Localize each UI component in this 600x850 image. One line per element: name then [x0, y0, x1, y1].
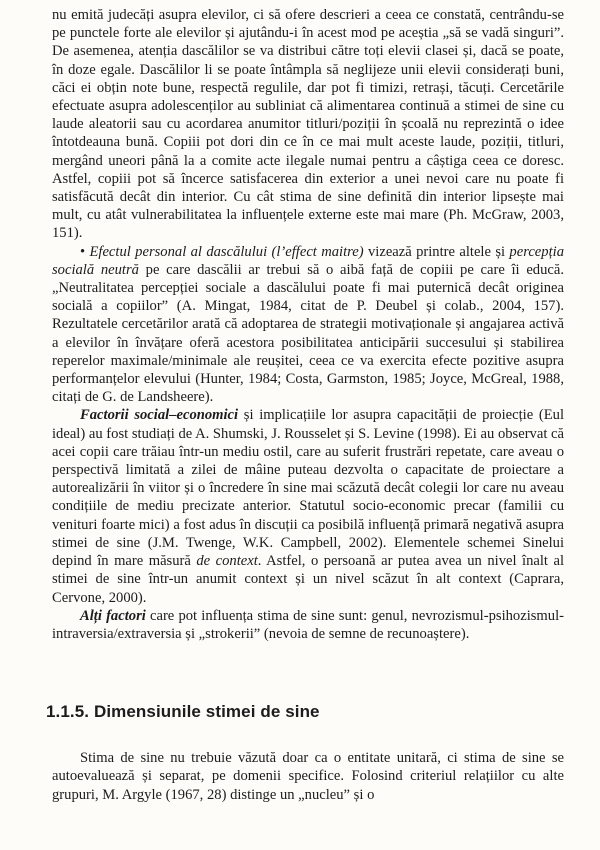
paragraph-1-text: nu emită judecăți asupra elevilor, ci să ofere descrieri a ceea ce constată, centrându-se pe punctele forte ale elevilor și ajutându-i în acest mod pe aceștia „să se vadă singuri”. De asemenea, atenția dascălilor se va distribui către toți elevii clasei și, dacă se poate, în doze egale. Dascălilor li se poate întâmpla să neglijeze unii elevii considerați buni, căci ei obțin note bune, respectă regulile, dar pot fi timizi, retrași, tăcuți. Cercetările efectuate asupra adolescenților au subliniat că alimentarea continuă a stimei de sine cu laude aleatorii sau cu acordarea anumitor titluri/poziții în școală nu reprezintă o idee întotdeauna bună. Copiii pot dori din ce în ce mai mult aceste laude, poziții, titluri, mergând uneori până la a comite acte ilegale numai pentru a câștiga ceea ce doresc. Astfel, copiii pot să încerce satisfacerea din exterior a unei nevoi care nu poate fi satisfăcută decât din interior. Cu cât stima de sine definită din interior lipsește mai mult, cu atât vulnerabilitatea la influențele externe este mai mare (Ph. McGraw, 2003, 151).: [52, 7, 564, 242]
term-perceptia-sociala: percepția socială neutră: [52, 243, 564, 278]
paragraph-1: [52, 6, 564, 243]
paragraph-5: [52, 749, 564, 804]
paragraph-3-text-a: și implicațiile lor asupra capacității de proiecție (Eul ideal) au fost studiați de A. Shumski, J. Rousselet și S. Levine (1998). Ei au observat că acei copii care trăiau într-un mediu ostil, care au suferit frustrări repetate, care aveau o perspectivă limitată a zilei de mâine puteau dezvolta o capacitate de proiectare a autorealizării în viitor și o încredere în sine mai scăzută decât colegii lor care nu aveau condițiile de mediu precizate anterior. Statutul socio-economic precar (familii cu venituri foarte mici) a fost adus în discuții ca posibilă influență primară negativă asupra stimei de sine (J.M. Twenge, W.K. Campbell, 2002). Elementele schemei Sinelui depind în mare măsură: [52, 407, 565, 570]
paragraph-2-text-a: vizează printre altele și: [363, 243, 510, 260]
term-de-context: de context: [196, 553, 258, 570]
paragraph-4-text: care pot influența stima de sine sunt: genul, nevrozismul-psihozismul-intraversia/extraversia și „strokerii” (nevoia de semne de recunoaștere).: [52, 607, 564, 642]
section-heading: 1.1.5. Dimensiunile stimei de sine: [46, 702, 320, 722]
paragraph-3: [52, 406, 564, 606]
paragraph-5-text: Stima de sine nu trebuie văzută doar ca o entitate unitară, ci stima de sine se autoevaluează și separat, pe domenii specifice. Folosind criteriul relațiilor cu alte grupuri, M. Argyle (1967, 28) distinge un „nucleu” și o: [52, 750, 564, 803]
term-alti-factori: Alți factori: [80, 607, 146, 624]
term-efectul-personal: Efectul personal al dascălului (l’effect maitre): [89, 243, 364, 260]
paragraph-2-text-b: pe care dascălii ar trebui să o aibă față de copiii pe care îi educă. „Neutralitatea percepției sociale a dascălului poate fi mai puternică decât originea socială a copiilor” (A. Mingat, 1984, citat de P. Deubel și colab., 2004, 157). Rezultatele cercetărilor arată că adoptarea de strategii motivaționale și angajarea activă a elevilor în învățare oferă acestora posibilitatea anticipării succesului și stabilirea reperelor maximale/minimale ale reușitei, ceea ce va exercita efecte pozitive asupra performanțelor elevului (Hunter, 1984; Costa, Garmston, 1985; Joyce, McGreal, 1988, citați de G. de Landsheere).: [52, 261, 564, 406]
term-factorii-social-economici: Factorii social–economici: [80, 407, 239, 424]
paragraph-2: [52, 243, 564, 407]
bullet-icon: •: [80, 243, 86, 260]
paragraph-4: [52, 607, 564, 643]
paragraph-3-text-b: . Astfel, o persoană ar putea avea un nivel înalt al stimei de sine într-un anumit context și un nivel scăzut în alt context (Caprara, Cervone, 2000).: [52, 553, 564, 606]
